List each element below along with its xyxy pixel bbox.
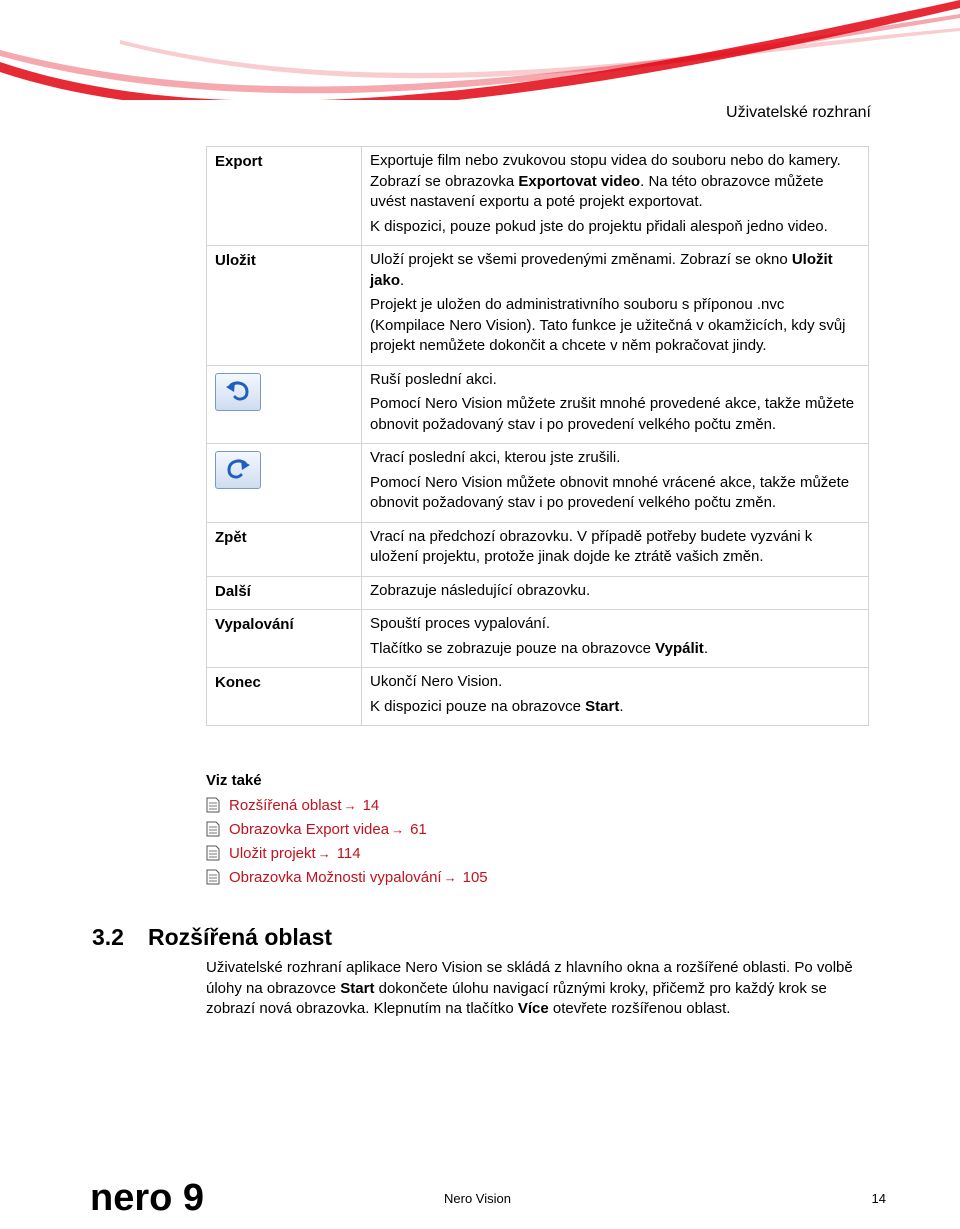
document-icon — [206, 845, 220, 861]
link-text[interactable]: Rozšířená oblast — [229, 796, 342, 814]
see-also-section — [206, 772, 488, 889]
ui-elements-table — [206, 146, 869, 726]
description-paragraph: Pomocí Nero Vision můžete obnovit mnohé vrácené akce, takže můžete obnovit požadovaný stav i po provedení velkého počtu změn. — [370, 473, 850, 511]
link-page-number[interactable]: 61 — [410, 820, 427, 838]
nero-logo — [90, 1176, 230, 1229]
see-also-link[interactable] — [206, 793, 488, 817]
link-page-number[interactable]: 114 — [336, 844, 361, 862]
row-description — [362, 246, 869, 366]
link-text[interactable]: Obrazovka Export videa — [229, 820, 390, 838]
see-also-link[interactable] — [206, 841, 488, 865]
description-paragraph: Pomocí Nero Vision můžete zrušit mnohé provedené akce, takže můžete obnovit požadovaný stav i po provedení velkého počtu změn. — [370, 395, 855, 433]
description-paragraph: Tlačítko se zobrazuje pouze na obrazovce Vypálit. — [370, 639, 708, 657]
undo-icon — [215, 373, 261, 411]
description-paragraph: Spouští proces vypalování. — [370, 615, 551, 632]
row-description — [362, 610, 869, 668]
table-row-save — [207, 246, 869, 366]
table-row-next — [207, 576, 869, 610]
description-paragraph: Uloží projekt se všemi provedenými změnami. Zobrazí se okno Uložit jako. — [370, 251, 833, 289]
link-page-number[interactable]: 14 — [362, 796, 380, 814]
row-description — [362, 668, 869, 726]
description-paragraph: Exportuje film nebo zvukovou stopu videa do souboru nebo do kamery. Zobrazí se obrazovka Exportovat video. Na této obrazovce můžete uvést nastavení exportu a poté projekt exportovat. — [370, 152, 841, 210]
row-icon-cell — [207, 444, 362, 523]
section-body — [206, 958, 866, 1020]
link-page-number[interactable]: 105 — [462, 868, 488, 886]
description-paragraph: Ukončí Nero Vision. — [370, 673, 503, 690]
description-paragraph: Vrací poslední akci, kterou jste zrušili. — [370, 449, 621, 466]
table-row-back — [207, 522, 869, 576]
section-number: 3.2 — [92, 924, 124, 950]
document-icon — [206, 821, 220, 837]
row-label: Vypalování — [207, 610, 362, 668]
section-title: Rozšířená oblast — [148, 924, 333, 950]
table-row-undo — [207, 365, 869, 444]
description-paragraph: Projekt je uložen do administrativního souboru s příponou .nvc (Kompilace Nero Vision). Tato funkce je užitečná v okamžicích, kdy svůj projekt nemůžete dokončit a chcete v něm pokračovat jindy. — [370, 296, 846, 354]
header-title: Uživatelské rozhraní — [726, 104, 871, 121]
arrow-icon: → — [443, 869, 457, 885]
document-icon — [206, 797, 220, 813]
header-swoosh-decoration — [0, 0, 960, 100]
redo-icon — [215, 451, 261, 489]
table-row-burn — [207, 610, 869, 668]
table-row-exit — [207, 668, 869, 726]
document-icon — [206, 869, 220, 885]
row-description — [362, 576, 869, 610]
table-row-redo — [207, 444, 869, 523]
row-label: Zpět — [207, 522, 362, 576]
description-paragraph: Zobrazuje následující obrazovku. — [370, 581, 591, 599]
link-text[interactable]: Obrazovka Možnosti vypalování — [229, 868, 442, 886]
table-row-export — [207, 147, 869, 246]
description-paragraph: K dispozici pouze na obrazovce Start. — [370, 697, 624, 715]
row-label: Další — [207, 576, 362, 610]
row-label: Uložit — [207, 246, 362, 366]
description-paragraph: Vrací na předchozí obrazovku. V případě potřeby budete vyzváni k uložení projektu, protože jinak dojde ke ztrátě vašich změn. — [370, 527, 813, 565]
description-paragraph: K dispozici, pouze pokud jste do projektu přidali alespoň jedno video. — [370, 217, 828, 235]
arrow-icon: → — [391, 821, 405, 837]
row-label: Export — [207, 147, 362, 246]
row-label: Konec — [207, 668, 362, 726]
see-also-title: Viz také — [206, 772, 262, 789]
see-also-link[interactable] — [206, 817, 488, 841]
see-also-link[interactable] — [206, 865, 488, 889]
arrow-icon: → — [343, 797, 357, 813]
arrow-icon: → — [317, 845, 331, 861]
footer-page-number: 14 — [871, 1191, 886, 1206]
body-paragraph: Uživatelské rozhraní aplikace Nero Vision se skládá z hlavního okna a rozšířené oblasti. Po volbě úlohy na obrazovce Start dokončete úlohu navigací různými kroky, přičemž pro každý krok se zobrazí nová obrazovka. Klepnutím na tlačítko Více otevřete rozšířenou oblast. — [206, 959, 853, 1017]
section-heading — [92, 924, 332, 951]
row-icon-cell — [207, 365, 362, 444]
row-description — [362, 365, 869, 444]
link-text[interactable]: Uložit projekt — [229, 844, 316, 862]
row-description — [362, 444, 869, 523]
row-description — [362, 522, 869, 576]
footer-label: Nero Vision — [444, 1191, 511, 1206]
description-paragraph: Ruší poslední akci. — [370, 370, 497, 388]
svg-text:nero 9: nero 9 — [90, 1177, 205, 1219]
row-description — [362, 147, 869, 246]
